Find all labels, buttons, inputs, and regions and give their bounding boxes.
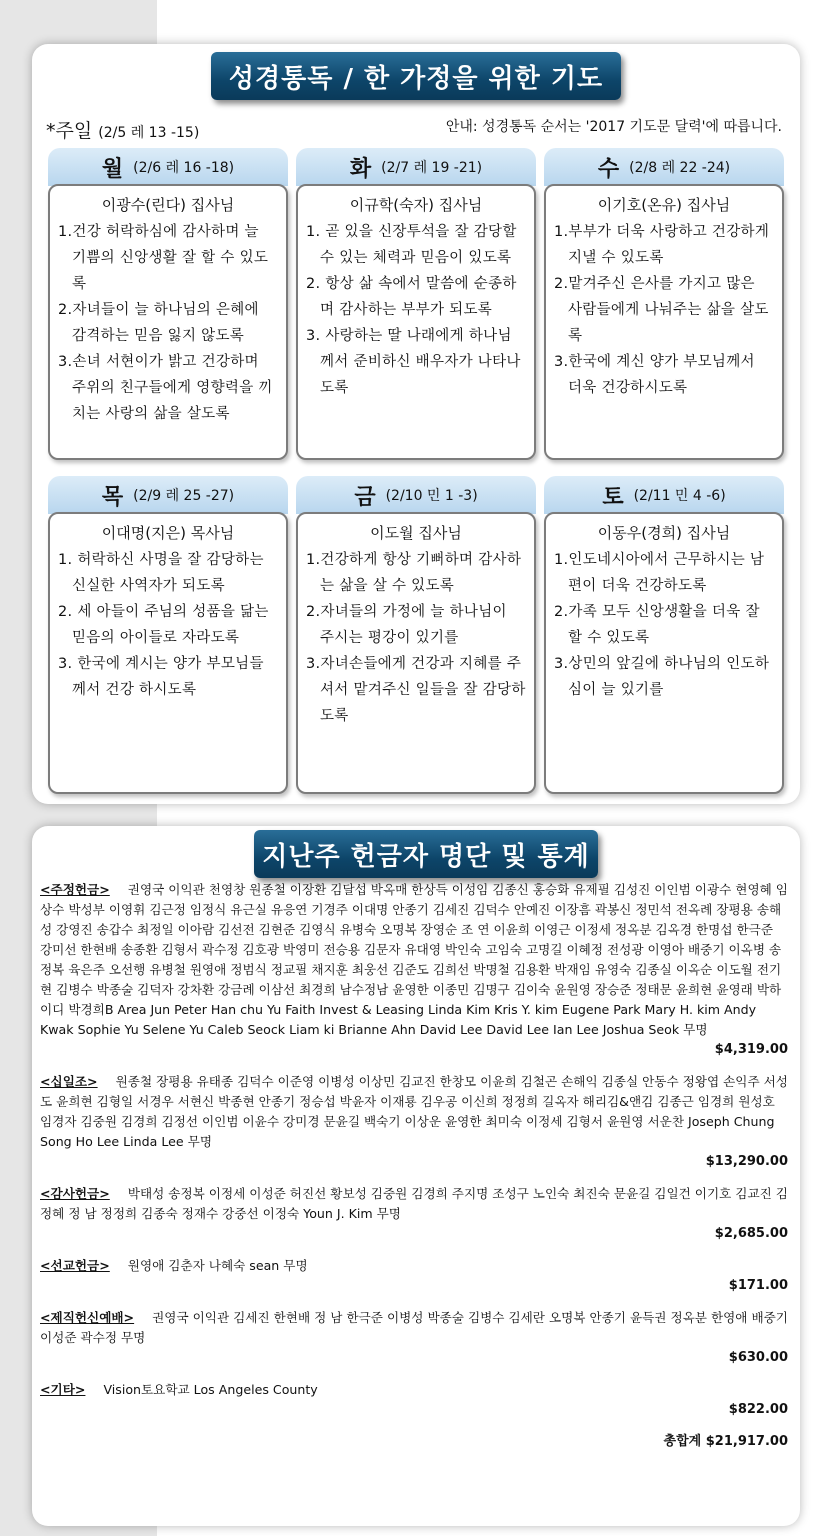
day-name: 화 <box>349 156 372 182</box>
day-card-thursday <box>48 476 288 794</box>
prayer-item: 2. 세 아들이 주님의 성품을 닮는 믿음의 아이들로 자라도록 <box>58 604 269 646</box>
prayer-person: 이대명(지은) 목사님 <box>101 524 235 542</box>
day-card-wednesday <box>544 148 784 460</box>
grand-total-label: 총합계 <box>663 1434 702 1449</box>
prayer-item: 3.한국에 계신 양가 부모님께서 더욱 건강하시도록 <box>554 354 755 396</box>
day-box <box>544 184 784 460</box>
donor-names: 권영국 이익관 천영창 원종철 이장환 김달섭 박옥매 한상득 이성임 김종신 홍승화 유제필 김성진 이인범 이광수 현영혜 임상수 박성부 이영휘 김근정 임정식 유근실 유응연 기경주 이대명 안종기 김세진 김덕수 안예진 이장흠 곽봉신 정민석 전옥례 장평용 송해성 강영진 송갑수 최정일 이아람 김선전 김현준 김영식 유병숙 오명복 장영순 조 연 이윤희 이영근 이정세 정옥분 김옥경 한명섭 한극준 강미선 한현배 송종환 김형서 곽수정 김호광 박영미 전승용 김문자 유대영 박인숙 고임숙 고명길 이혜정 전성광 이영아 배중기 이옥병 송정복 육은주 오선행 유병철 원영애 정범식 정교필 채지훈 최웅선 김준도 김희선 박명철 김용환 박재임 유영숙 김종실 이옥순 이도월 전기현 김병수 박종술 김덕자 강차환 강금례 이삼선 최경희 남수정남 윤영한 이종민 김명구 김이숙 윤원영 장승준 정태문 윤희현 윤영래 박하이디 박경희B Area Jun Peter Han chu Yu Faith Invest & Leasing Linda Kim Kris Y. kim Eugene Park Mary H. kim Andy Kwak Sophie Yu Selene Yu Caleb Seock Liam ki Brianne Ahn David Lee David Lee Ian Lee Joshua Seok 무명 <box>40 882 788 1037</box>
offering-amount: $630.00 <box>728 1350 788 1365</box>
sunday-ref: (2/5 레 13 -15) <box>98 125 200 141</box>
prayer-item: 3.손녀 서현이가 밝고 건강하며 주위의 친구들에게 영향력을 끼치는 사랑의 삶을 살도록 <box>58 354 273 422</box>
sunday-label: *주일 <box>46 120 93 142</box>
offering-amount: $822.00 <box>728 1402 788 1417</box>
day-tab <box>544 476 784 514</box>
day-tab <box>48 148 288 186</box>
donor-names: 원영애 김춘자 나혜숙 sean 무명 <box>127 1258 308 1273</box>
day-card-monday <box>48 148 288 460</box>
donor-names: 박태성 송정복 이정세 이성준 허진선 황보성 김중원 김경희 주지명 조성구 노인숙 최진숙 문윤길 김일건 이기호 김교진 김정혜 정 남 정정희 김종숙 정재수 강중선 이정숙 Youn J. Kim 무명 <box>40 1186 788 1221</box>
day-box <box>544 512 784 794</box>
prayer-item: 2.자녀들이 늘 하나님의 은혜에 감격하는 믿음 잃지 않도록 <box>58 302 259 344</box>
day-name: 토 <box>602 484 624 510</box>
offering-section <box>40 1308 788 1368</box>
prayer-item: 3.상민의 앞길에 하나님의 인도하심이 늘 있기를 <box>554 656 770 698</box>
prayer-person: 이기호(온유) 집사님 <box>597 196 731 214</box>
offering-title-banner: 지난주 헌금자 명단 및 통계 <box>254 830 598 878</box>
prayer-item: 1.건강하게 항상 기뻐하며 감사하는 삶을 살 수 있도록 <box>306 552 522 594</box>
day-name: 목 <box>101 484 124 510</box>
grand-total <box>40 1432 788 1452</box>
day-reading: (2/7 레 19 -21) <box>381 160 483 176</box>
day-box <box>48 512 288 794</box>
offering-category: <제직헌신예배> <box>40 1310 135 1325</box>
reading-info: 안내: 성경통독 순서는 '2017 기도문 달력'에 따릅니다. <box>445 119 782 135</box>
prayer-person: 이광수(린다) 집사님 <box>101 196 235 214</box>
prayer-item: 2. 항상 삶 속에서 말씀에 순종하며 감사하는 부부가 되도록 <box>306 276 517 318</box>
day-tab <box>296 476 536 514</box>
offering-category: <선교헌금> <box>40 1258 110 1273</box>
prayer-panel <box>32 44 800 804</box>
sunday-reading <box>46 116 199 143</box>
prayer-item: 3. 한국에 계시는 양가 부모님들께서 건강 하시도록 <box>58 656 264 698</box>
offering-category: <감사헌금> <box>40 1186 110 1201</box>
prayer-person: 이동우(경희) 집사님 <box>597 524 731 542</box>
offering-panel <box>32 826 800 1526</box>
offering-category: <주정헌금> <box>40 882 110 897</box>
prayer-item: 3. 사랑하는 딸 나래에게 하나님께서 준비하신 배우자가 나타나도록 <box>306 328 521 396</box>
offering-section <box>40 1256 788 1296</box>
day-name: 금 <box>354 484 376 510</box>
day-card-saturday <box>544 476 784 794</box>
donor-names: 권영국 이익관 김세진 한현배 정 남 한극준 이병성 박종술 김병수 김세란 오명복 안종기 윤득권 정옥분 한영애 배중기 이성준 곽수정 무명 <box>40 1310 788 1345</box>
grand-total-amount: $21,917.00 <box>705 1434 788 1449</box>
day-reading: (2/10 민 1 -3) <box>385 488 478 504</box>
day-name: 월 <box>101 156 124 182</box>
day-tab <box>544 148 784 186</box>
day-card-tuesday <box>296 148 536 460</box>
day-tab <box>48 476 288 514</box>
prayer-item: 2.맡겨주신 은사를 가지고 많은 사람들에게 나눠주는 삶을 살도록 <box>554 276 769 344</box>
offering-category: <기타> <box>40 1382 86 1397</box>
day-reading: (2/8 레 22 -24) <box>629 160 731 176</box>
prayer-item: 2.가족 모두 신앙생활을 더욱 잘 할 수 있도록 <box>554 604 760 646</box>
offering-category: <십일조> <box>40 1074 98 1089</box>
day-box <box>48 184 288 460</box>
prayer-item: 3.자녀손들에게 건강과 지혜를 주셔서 맡겨주신 일들을 잘 감당하도록 <box>306 656 526 724</box>
donor-names: 원종철 장평용 유태종 김덕수 이준영 이병성 이상민 김교진 한창모 이윤희 김철곤 손해익 김종실 안동수 정왕엽 손익주 서성도 윤희현 김형일 서경우 서현신 박종현 안종기 정승섭 박윤자 이재룡 김우공 이신희 정정희 길옥자 해리김&앤김 김종근 임경희 원성호 임경자 김중원 김경희 김정선 이인범 이윤수 강미경 문윤길 백숙기 이상운 윤영한 최미숙 이정세 김형서 윤원영 서운찬 Joseph Chung Song Ho Lee Linda Lee 무명 <box>40 1074 788 1149</box>
offering-amount: $4,319.00 <box>714 1042 788 1057</box>
offering-amount: $2,685.00 <box>714 1226 788 1241</box>
donor-names: Vision토요학교 Los Angeles County <box>103 1382 318 1397</box>
prayer-item: 2.자녀들의 가정에 늘 하나님이 주시는 평강이 있기를 <box>306 604 507 646</box>
offering-section <box>40 1184 788 1244</box>
prayer-title-banner: 성경통독 / 한 가정을 위한 기도 <box>211 52 621 100</box>
day-reading: (2/6 레 16 -18) <box>133 160 235 176</box>
day-card-friday <box>296 476 536 794</box>
prayer-item: 1.부부가 더욱 사랑하고 건강하게 지낼 수 있도록 <box>554 224 770 266</box>
prayer-item: 1.건강 허락하심에 감사하며 늘 기쁨의 신앙생활 잘 할 수 있도록 <box>58 224 269 292</box>
prayer-item: 1.인도네시아에서 근무하시는 남편이 더욱 건강하도록 <box>554 552 765 594</box>
offering-amount: $13,290.00 <box>705 1154 788 1169</box>
offering-section <box>40 1380 788 1420</box>
prayer-item: 1. 허락하신 사명을 잘 감당하는 신실한 사역자가 되도록 <box>58 552 264 594</box>
offering-section <box>40 880 788 1060</box>
offering-amount: $171.00 <box>728 1278 788 1293</box>
prayer-person: 이도월 집사님 <box>370 524 462 542</box>
prayer-person: 이규학(숙자) 집사님 <box>349 196 483 214</box>
donor-list <box>40 880 788 1452</box>
day-reading: (2/9 레 25 -27) <box>133 488 235 504</box>
day-tab <box>296 148 536 186</box>
day-box <box>296 184 536 460</box>
offering-section <box>40 1072 788 1172</box>
day-box <box>296 512 536 794</box>
day-name: 수 <box>597 156 620 182</box>
prayer-item: 1. 곧 있을 신장투석을 잘 감당할 수 있는 체력과 믿음이 있도록 <box>306 224 517 266</box>
day-reading: (2/11 민 4 -6) <box>633 488 726 504</box>
